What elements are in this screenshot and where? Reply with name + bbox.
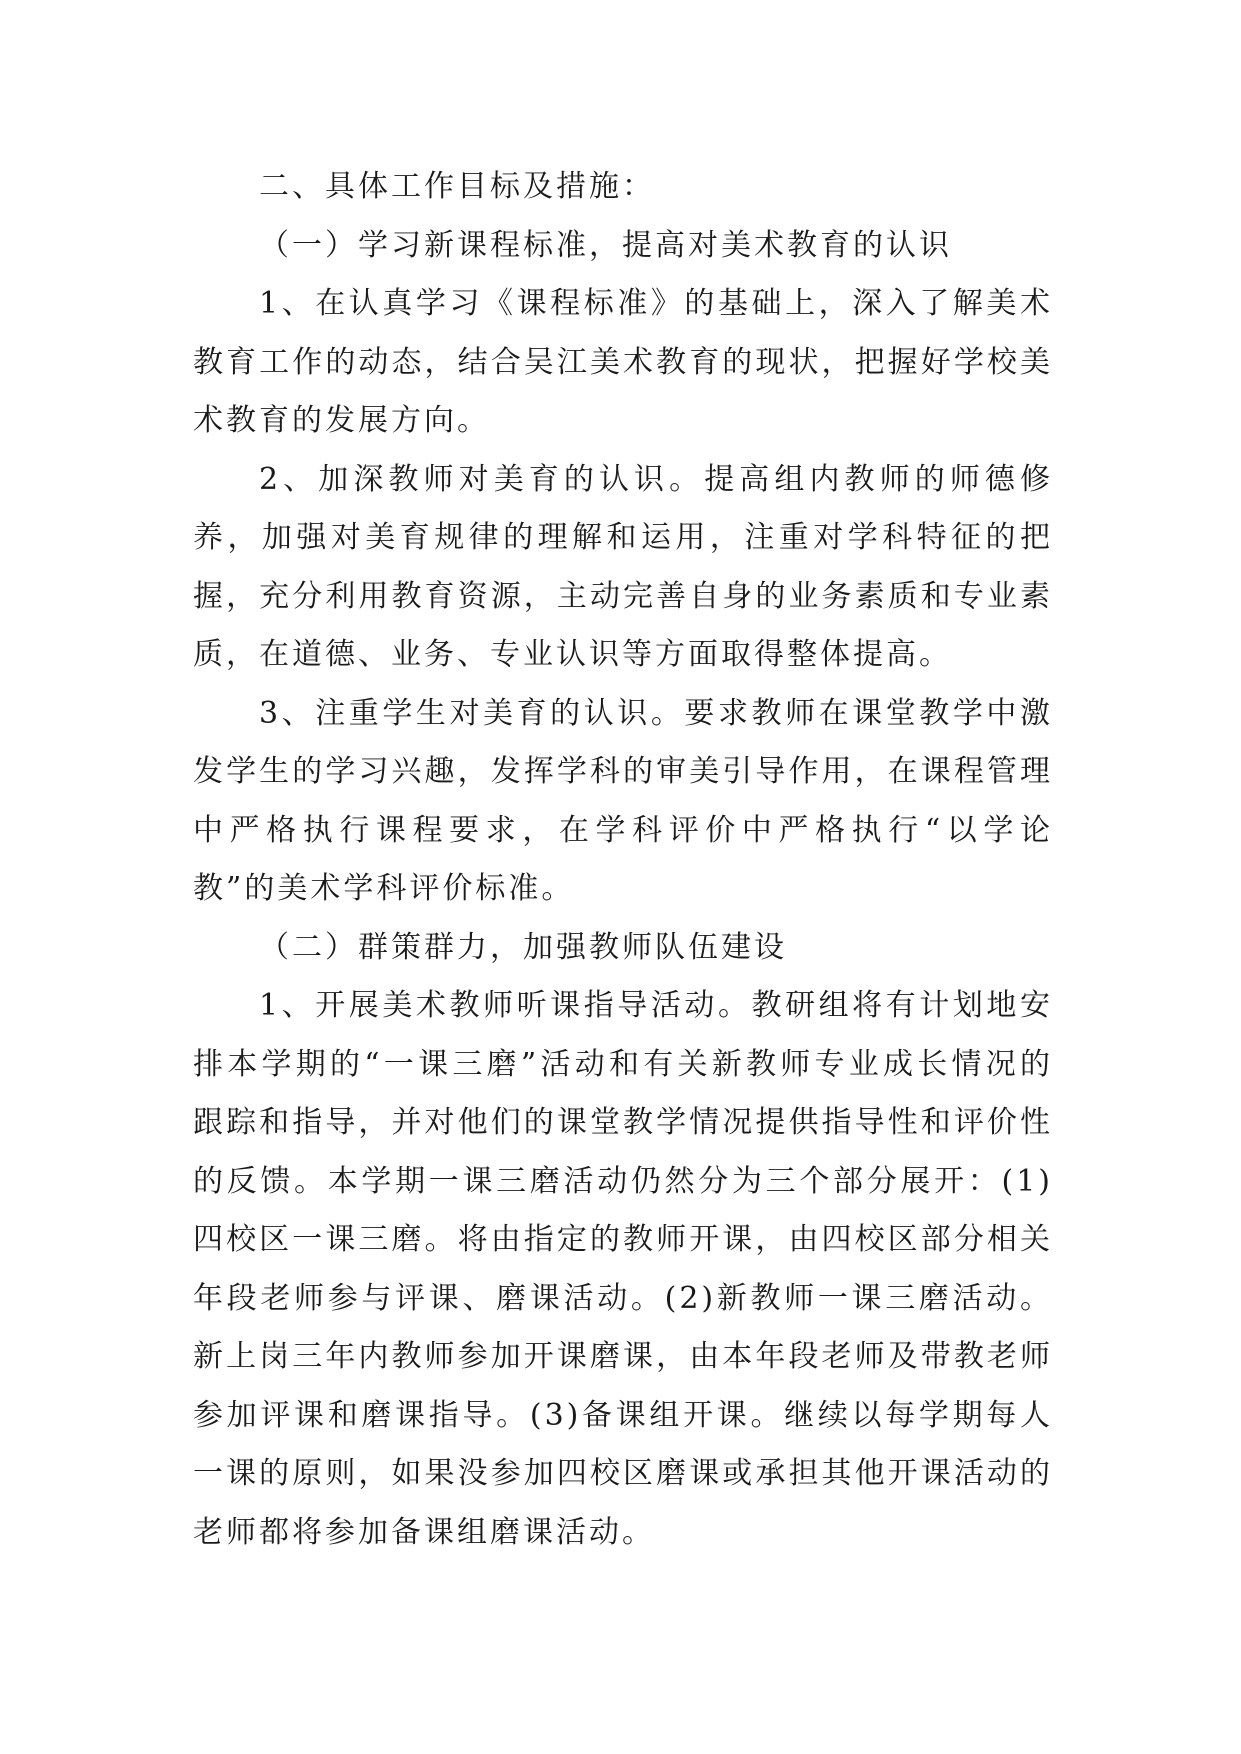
- paragraph-1-3: 3、注重学生对美育的认识。要求教师在课堂教学中激发学生的学习兴趣，发挥学科的审美引导作用，在课程管理中严格执行课程要求，在学科评价中严格执行“以学论教”的美术学科评价标准。: [193, 695, 1053, 906]
- subsection-title-2: （二）群策群力，加强教师队伍建设: [259, 929, 787, 965]
- paragraph-1-1: 1、在认真学习《课程标准》的基础上，深入了解美术教育工作的动态，结合吴江美术教育的现状，把握好学校美术教育的发展方向。: [193, 286, 1053, 438]
- section-heading: 二、具体工作目标及措施：: [259, 169, 655, 204]
- paragraph-1-2: 2、加深教师对美育的认识。提高组内教师的师德修养，加强对美育规律的理解和运用，注重对学科特征的把握，充分利用教育资源，主动完善自身的业务素质和专业素质，在道德、业务、专业认识等方面取得整体提高。: [193, 461, 1053, 672]
- paragraph-2-1: 1、开展美术教师听课指导活动。教研组将有计划地安排本学期的“一课三磨”活动和有关新教师专业成长情况的跟踪和指导，并对他们的课堂教学情况提供指导性和评价性的反馈。本学期一课三磨活动仍然分为三个部分展开：(1)四校区一课三磨。将由指定的教师开课，由四校区部分相关年段老师参与评课、磨课活动。(2)新教师一课三磨活动。新上岗三年内教师参加开课磨课，由本年段老师及带教老师参加评课和磨课指导。(3)备课组开课。继续以每学期每人一课的原则，如果没参加四校区磨课或承担其他开课活动的老师都将参加备课组磨课活动。: [193, 988, 1053, 1550]
- subsection-title-1: （一）学习新课程标准，提高对美术教育的认识: [259, 227, 952, 263]
- document-body: [193, 158, 1053, 1562]
